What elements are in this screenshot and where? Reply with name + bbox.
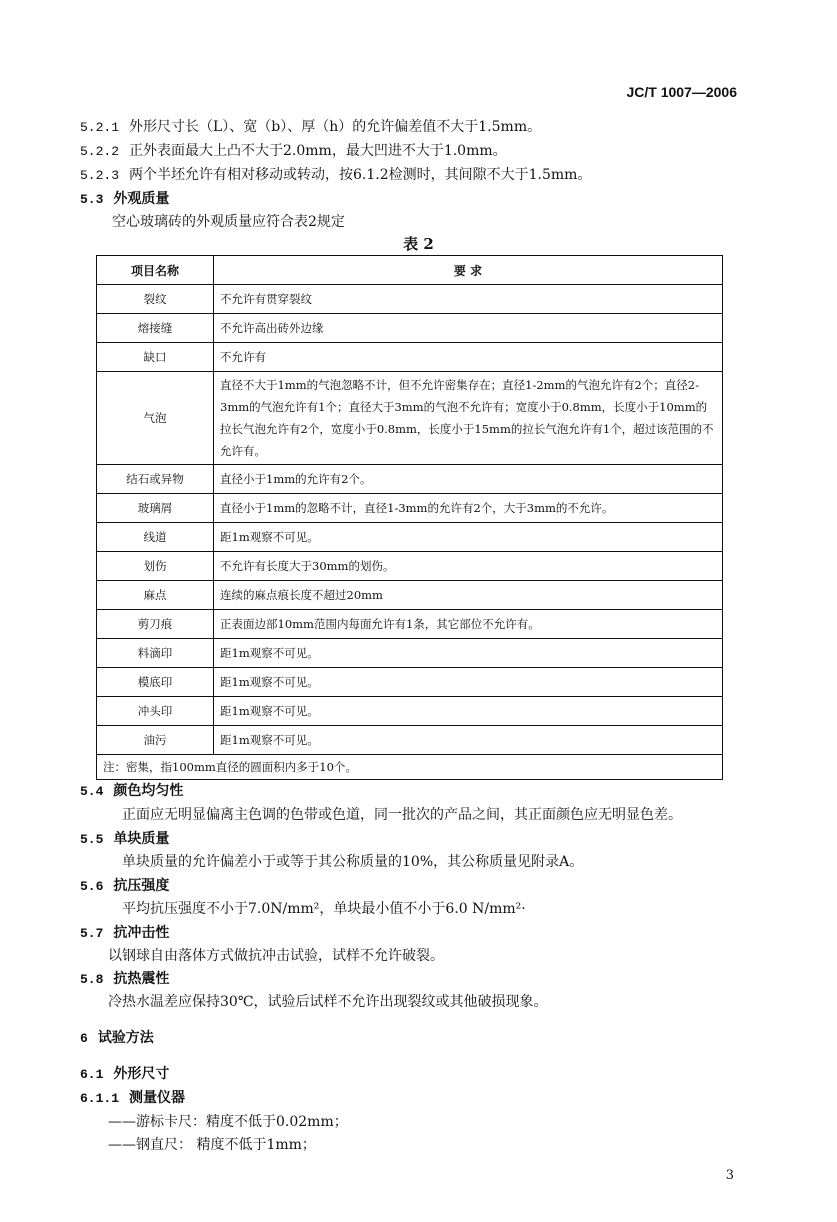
clause-number: 6.1 bbox=[80, 1067, 104, 1082]
section-5-4-body: 正面应无明显偏离主色调的色带或色道，同一批次的产品之间，其正面颜色应无明显色差。 bbox=[122, 807, 682, 823]
clause-number: 5.2.2 bbox=[80, 144, 120, 159]
section-title: 抗冲击性 bbox=[113, 925, 170, 941]
row-item: 线道 bbox=[97, 523, 214, 552]
section-6-1-1-heading bbox=[80, 1087, 185, 1107]
row-requirement: 正表面边部10mm范围内每面允许有1条，其它部位不允许有。 bbox=[214, 610, 723, 639]
section-title: 抗压强度 bbox=[113, 878, 170, 894]
table-row bbox=[97, 523, 723, 552]
clause-number: 5.7 bbox=[80, 926, 104, 941]
row-item: 划伤 bbox=[97, 552, 214, 581]
table-row bbox=[97, 552, 723, 581]
clause-number: 5.2.1 bbox=[80, 120, 120, 135]
clause-5-2-1 bbox=[80, 116, 541, 136]
row-requirement: 直径小于1mm的忽略不计，直径1-3mm的允许有2个，大于3mm的不允许。 bbox=[214, 494, 723, 523]
row-requirement: 不允许高出砖外边缘 bbox=[214, 314, 723, 343]
clause-number: 5.8 bbox=[80, 972, 104, 987]
table-row bbox=[97, 639, 723, 668]
row-item: 熔接缝 bbox=[97, 314, 214, 343]
row-item: 裂纹 bbox=[97, 285, 214, 314]
row-item: 玻璃屑 bbox=[97, 494, 214, 523]
section-title: 单块质量 bbox=[113, 831, 170, 847]
section-title: 颜色均匀性 bbox=[113, 783, 184, 799]
section-5-5-heading bbox=[80, 828, 169, 848]
table-header-row bbox=[97, 256, 723, 285]
clause-number: 6.1.1 bbox=[80, 1091, 120, 1106]
section-5-6-body: 平均抗压强度不小于7.0N/mm²，单块最小值不小于6.0 N/mm²· bbox=[122, 901, 526, 917]
row-requirement: 距1m观察不可见。 bbox=[214, 726, 723, 755]
table-row bbox=[97, 465, 723, 494]
row-requirement: 直径不大于1mm的气泡忽略不计，但不允许密集存在；直径1-2mm的气泡允许有2个；直径2-3mm的气泡允许有1个；直径大于3mm的气泡不允许有；宽度小于0.8mm，长度小于10mm的拉长气泡允许有2个，宽度小于0.8mm，长度小于15mm的拉长气泡允许有1个，超过该范围的不允许有。 bbox=[214, 372, 723, 465]
clause-text: 正外表面最大上凸不大于2.0mm，最大凹进不大于1.0mm。 bbox=[129, 143, 507, 159]
table-row bbox=[97, 372, 723, 465]
section-6-1-heading bbox=[80, 1063, 169, 1083]
table-row bbox=[97, 285, 723, 314]
section-5-4-heading bbox=[80, 780, 183, 800]
table-row bbox=[97, 314, 723, 343]
table-row bbox=[97, 668, 723, 697]
row-requirement: 不允许有长度大于30mm的划伤。 bbox=[214, 552, 723, 581]
row-item: 料滴印 bbox=[97, 639, 214, 668]
clause-5-2-2 bbox=[80, 140, 507, 160]
instrument-item: ——钢直尺： 精度不低于1mm； bbox=[108, 1137, 316, 1153]
instrument-item: ——游标卡尺：精度不低于0.02mm； bbox=[108, 1114, 348, 1130]
table-note-row bbox=[97, 755, 723, 780]
section-5-3-heading bbox=[80, 188, 169, 208]
row-item: 剪刀痕 bbox=[97, 610, 214, 639]
clause-text: 外形尺寸长（L）、宽（b）、厚（h）的允许偏差值不大于1.5mm。 bbox=[129, 119, 542, 135]
section-5-7-heading bbox=[80, 922, 169, 942]
table-row bbox=[97, 726, 723, 755]
table-row bbox=[97, 581, 723, 610]
section-title: 抗热震性 bbox=[113, 971, 170, 987]
section-title: 测量仪器 bbox=[129, 1090, 186, 1106]
row-requirement: 不允许有 bbox=[214, 343, 723, 372]
table-row bbox=[97, 494, 723, 523]
row-item: 油污 bbox=[97, 726, 214, 755]
row-requirement: 连续的麻点痕长度不超过20mm bbox=[214, 581, 723, 610]
row-item: 冲头印 bbox=[97, 697, 214, 726]
clause-text: 两个半坯允许有相对移动或转动，按6.1.2检测时，其间隙不大于1.5mm。 bbox=[129, 167, 592, 183]
section-title: 外观质量 bbox=[113, 191, 170, 207]
section-5-5-body: 单块质量的允许偏差小于或等于其公称质量的10%，其公称质量见附录A。 bbox=[122, 854, 584, 870]
row-item: 麻点 bbox=[97, 581, 214, 610]
section-5-3-body: 空心玻璃砖的外观质量应符合表2规定 bbox=[112, 214, 345, 230]
page-number: 3 bbox=[725, 1168, 734, 1183]
section-6-heading bbox=[80, 1027, 154, 1047]
section-5-8-body: 冷热水温差应保持30℃，试验后试样不允许出现裂纹或其他破损现象。 bbox=[108, 994, 548, 1010]
row-requirement: 距1m观察不可见。 bbox=[214, 668, 723, 697]
standard-code: JC/T 1007—2006 bbox=[626, 84, 737, 100]
header-item-name: 项目名称 bbox=[97, 256, 214, 285]
section-title: 试验方法 bbox=[97, 1030, 154, 1046]
row-item: 模底印 bbox=[97, 668, 214, 697]
appearance-quality-table bbox=[96, 255, 723, 780]
section-5-7-body: 以钢球自由落体方式做抗冲击试验，试样不允许破裂。 bbox=[108, 948, 444, 964]
row-requirement: 距1m观察不可见。 bbox=[214, 523, 723, 552]
clause-number: 5.2.3 bbox=[80, 168, 120, 183]
clause-number: 6 bbox=[80, 1031, 88, 1046]
clause-number: 5.5 bbox=[80, 832, 104, 847]
section-title: 外形尺寸 bbox=[113, 1066, 170, 1082]
clause-5-2-3 bbox=[80, 164, 591, 184]
row-item: 气泡 bbox=[97, 372, 214, 465]
clause-number: 5.6 bbox=[80, 879, 104, 894]
table-caption: 表 2 bbox=[403, 235, 434, 253]
clause-number: 5.3 bbox=[80, 192, 104, 207]
table-row bbox=[97, 697, 723, 726]
row-requirement: 直径小于1mm的允许有2个。 bbox=[214, 465, 723, 494]
row-requirement: 不允许有贯穿裂纹 bbox=[214, 285, 723, 314]
table-note: 注：密集，指100mm直径的圆面积内多于10个。 bbox=[97, 755, 723, 780]
row-requirement: 距1m观察不可见。 bbox=[214, 697, 723, 726]
table-row bbox=[97, 343, 723, 372]
row-item: 结石或异物 bbox=[97, 465, 214, 494]
section-5-6-heading bbox=[80, 875, 169, 895]
clause-number: 5.4 bbox=[80, 784, 104, 799]
row-item: 缺口 bbox=[97, 343, 214, 372]
section-5-8-heading bbox=[80, 968, 169, 988]
row-requirement: 距1m观察不可见。 bbox=[214, 639, 723, 668]
table-row bbox=[97, 610, 723, 639]
header-requirement: 要 求 bbox=[214, 256, 723, 285]
